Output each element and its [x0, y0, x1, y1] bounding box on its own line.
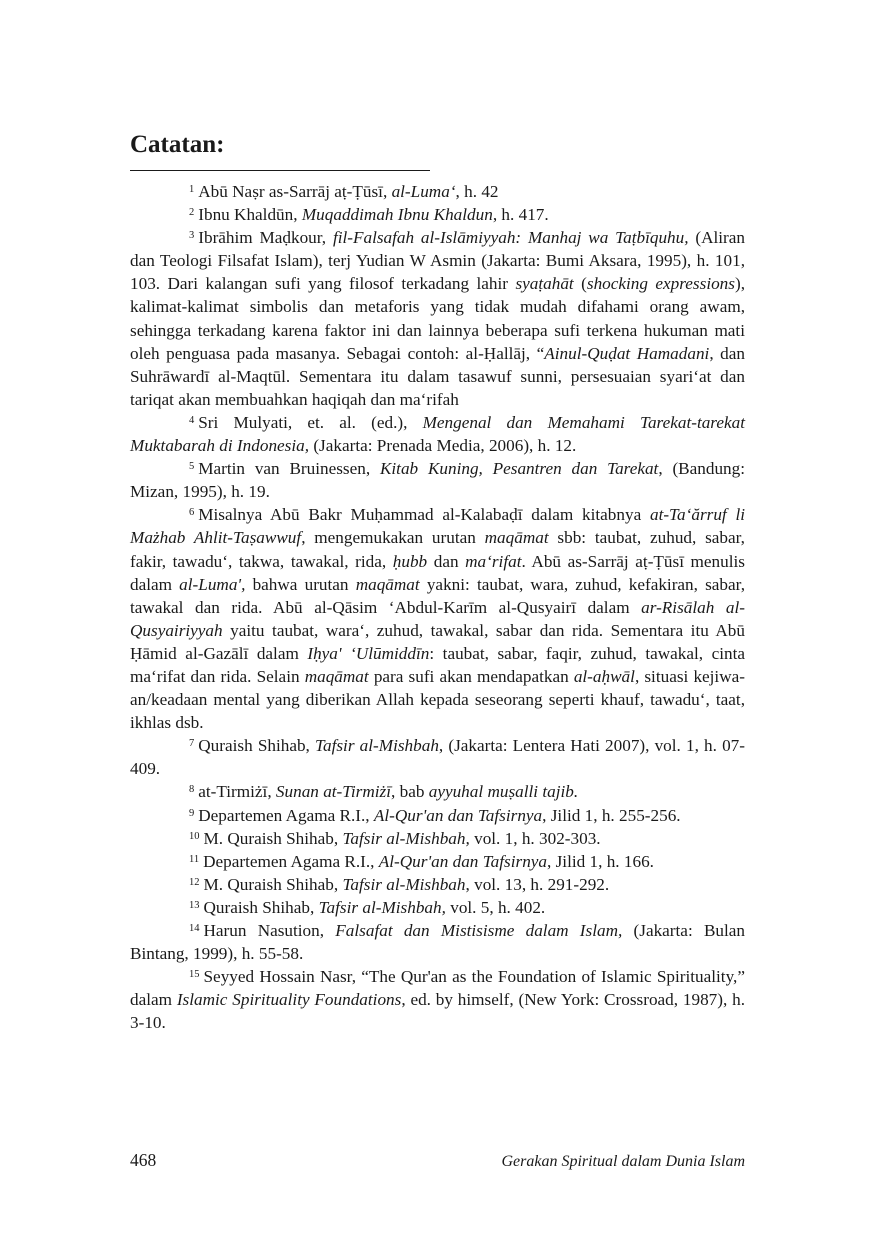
- footnote-text: Harun Nasution, Falsafat dan Mistisisme dalam Islam, (Jakarta: Bulan Bintang, 1999), h. 55-58.: [130, 921, 746, 964]
- footnote-13: [130, 896, 745, 919]
- footnote-12: [130, 873, 745, 896]
- footnote-number: 13: [189, 899, 200, 911]
- footnote-3: [130, 226, 745, 411]
- footnote-text: Misalnya Abū Bakr Muḥammad al-Kalabaḍī dalam kitabnya at-Ta‘ărruf li Mażhab Ahlit-Taṣawwuf, mengemukakan urutan maqāmat sbb: taubat, zuhud, sabar, fakir, tawadu‘, takwa, tawakal, rida, ḥubb dan ma‘rifat. Abū as-Sarrāj aṭ-Ṭūsī menulis dalam al-Luma', bahwa urutan maqāmat yakni: taubat, wara, zuhud, kefakiran, sabar, tawakal dan rida. Abū al-Qāsim ‘Abdul-Karīm al-Qusyairī dalam ar-Risālah al-Qusyairiyyah yaitu taubat, wara‘, zuhud, tawakal, sabar dan rida. Sementara itu Abū Ḥāmid al-Gazālī dalam Iḥya' ‘Ulūmiddīn: taubat, sabar, faqir, zuhud, tawakal, cinta ma‘rifat dan rida. Selain maqāmat para sufi akan mendapatkan al-aḥwāl, situasi kejiwa-an/keadaan mental yang diberikan Allah kepada seseorang seperti khauf, tawadu‘, taat, ikhlas dsb.: [130, 505, 746, 733]
- footnote-number: 9: [189, 807, 195, 819]
- footnote-number: 3: [189, 230, 195, 242]
- notes-heading: Catatan:: [130, 131, 225, 158]
- footnote-9: [130, 804, 745, 827]
- running-title: Gerakan Spiritual dalam Dunia Islam: [501, 1153, 745, 1170]
- footnote-number: 4: [189, 414, 195, 426]
- footnote-number: 11: [189, 853, 200, 865]
- footnote-number: 12: [189, 876, 200, 888]
- footnote-4: [130, 411, 745, 457]
- footnote-text: M. Quraish Shihab, Tafsir al-Mishbah, vol. 1, h. 302-303.: [203, 828, 601, 848]
- footnote-text: Departemen Agama R.I., Al-Qur'an dan Tafsirnya, Jilid 1, h. 166.: [203, 851, 654, 871]
- footnote-number: 2: [189, 207, 195, 219]
- footnote-text: Seyyed Hossain Nasr, “The Qur'an as the Foundation of Islamic Spirituality,” dalam Islamic Spirituality Foundations, ed. by himself, (New York: Crossroad, 1987), h. 3-10.: [130, 967, 745, 1033]
- footnote-6: [130, 503, 745, 734]
- footnote-7: [130, 734, 745, 780]
- footnote-text: at-Tirmiżī, Sunan at-Tirmiżī, bab ayyuhal muṣalli tajib.: [198, 782, 579, 802]
- footnote-number: 10: [189, 830, 200, 842]
- footnote-15: [130, 965, 745, 1034]
- footnote-number: 7: [189, 738, 195, 750]
- footnote-separator-rule: [130, 170, 430, 171]
- footnote-text: Abū Naṣr as-Sarrāj aṭ-Ṭūsī, al-Luma‘, h. 42: [198, 182, 499, 201]
- page-number: 468: [130, 1150, 157, 1170]
- footnote-14: [130, 919, 745, 965]
- footnote-text: Ibrāhim Maḍkour, fil-Falsafah al-Islāmiyyah: Manhaj wa Taṭbīquhu, (Aliran dan Teologi Filsafat Islam), terj Yudian W Asmin (Jakarta: Bumi Aksara, 1995), h. 101, 103. Dari kalangan sufi yang filosof terkadang lahir syaṭahāt (shocking expressions), kalimat-kalimat simbolis dan metaforis yang tidak mudah difahami orang awam, sehingga terkadang karena faktor ini dan lainnya beberapa sufi terkena hukuman mati oleh penguasa pada masanya. Sebagai contoh: al-Ḥallāj, “Ainul-Quḍat Hamadani, dan Suhrāwardī al-Maqtūl. Sementara itu dalam tasawuf sunni, persesuaian syari‘at dan tariqat akan membuahkan haqiqah dan ma‘rifah: [130, 228, 746, 409]
- footnote-text: Departemen Agama R.I., Al-Qur'an dan Tafsirnya, Jilid 1, h. 255-256.: [198, 805, 681, 825]
- footnote-10: [130, 827, 745, 850]
- footnote-2: [130, 203, 745, 226]
- footnote-text: Quraish Shihab, Tafsir al-Mishbah, (Jakarta: Lentera Hati 2007), vol. 1, h. 07-409.: [130, 736, 745, 779]
- footnotes-list: [130, 180, 745, 1034]
- footnote-text: Martin van Bruinessen, Kitab Kuning, Pesantren dan Tarekat, (Bandung: Mizan, 1995), h. 19.: [130, 459, 746, 502]
- footnote-text: M. Quraish Shihab, Tafsir al-Mishbah, vol. 13, h. 291-292.: [203, 874, 610, 894]
- footnote-11: [130, 850, 745, 873]
- footnote-text: Ibnu Khaldūn, Muqaddimah Ibnu Khaldun, h. 417.: [198, 205, 549, 225]
- footnote-number: 6: [189, 507, 195, 519]
- footnote-text: Sri Mulyati, et. al. (ed.), Mengenal dan Memahami Tarekat-tarekat Muktabarah di Indonesia, (Jakarta: Prenada Media, 2006), h. 12.: [130, 412, 745, 456]
- footnote-number: 5: [189, 461, 195, 473]
- footnote-8: [130, 780, 745, 803]
- footnote-5: [130, 457, 745, 503]
- page-footer: [130, 1150, 745, 1171]
- footnote-text: Quraish Shihab, Tafsir al-Mishbah, vol. 5, h. 402.: [203, 897, 546, 917]
- footnote-number: 8: [189, 784, 195, 796]
- footnote-1: [130, 180, 745, 203]
- footnote-number: 1: [189, 184, 195, 195]
- footnote-number: 15: [189, 969, 200, 981]
- footnote-number: 14: [189, 923, 200, 934]
